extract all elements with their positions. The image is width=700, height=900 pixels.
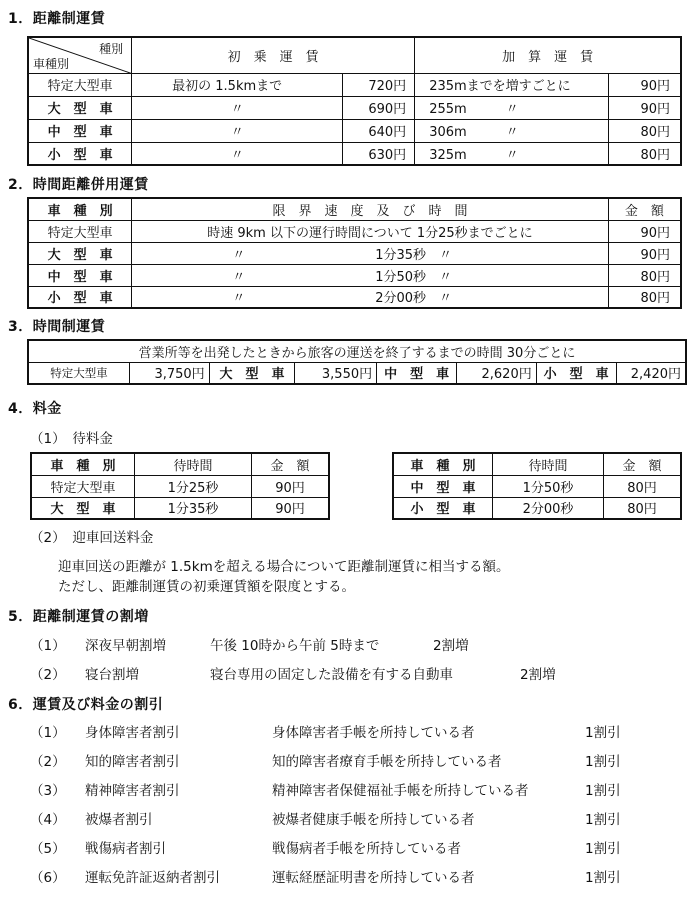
section-3-title: 3．時間制運賃 (8, 319, 106, 335)
list-item-name: 精神障害者割引 (85, 783, 180, 799)
initial-fare-cell: 720円 (343, 73, 415, 96)
list-item-number: （4） (30, 812, 66, 828)
table-row (31, 497, 329, 519)
list-item-desc: 被爆者健康手帳を所持している者 (272, 812, 475, 828)
time-fare-header: 営業所等を出発したときから旅客の運送を終了するまでの時間 30分ごとに (28, 340, 686, 362)
table-row (28, 220, 681, 242)
vehicle-cell: 小 型 車 (28, 286, 132, 308)
amount-cell: 90円 (608, 220, 681, 242)
fare-cell: 2,420円 (616, 362, 686, 384)
list-item-name: 被爆者割引 (85, 812, 153, 828)
list-item-number: （2） (30, 754, 66, 770)
list-item-name: 身体障害者割引 (85, 725, 180, 741)
header-vehicle: 車種別 (33, 56, 70, 71)
list-item-rate: 2割増 (520, 667, 556, 683)
waiting-fee-table-left (30, 452, 330, 520)
table-row (28, 242, 681, 264)
header-amount: 金 額 (608, 198, 681, 220)
vehicle-cell: 小 型 車 (393, 497, 493, 519)
time-distance-fare-table (27, 197, 682, 309)
initial-fare-cell: 640円 (343, 119, 415, 142)
list-item-desc: 午後 10時から午前 5時まで (210, 638, 380, 654)
list-item-number: （1） (30, 725, 66, 741)
add-fare-cell: 80円 (608, 119, 681, 142)
fare-cell: 3,750円 (129, 362, 209, 384)
table-row (28, 362, 686, 384)
condition-cell: 〃 2分00秒 〃 (132, 286, 609, 308)
header-add-fare: 加 算 運 賃 (415, 37, 681, 73)
header-wait: 待時間 (134, 453, 251, 475)
vehicle-cell: 小 型 車 (28, 142, 132, 165)
initial-distance-cell: 〃 (132, 119, 343, 142)
add-fare-cell: 80円 (608, 142, 681, 165)
header-vehicle: 車 種 別 (28, 198, 132, 220)
vehicle-cell: 小 型 車 (536, 362, 616, 384)
add-distance-cell: 235mまでを増すごとに (415, 73, 609, 96)
pickup-fee-text-1: 迎車回送の距離が 1.5kmを超える場合について距離制運賃に相当する額。 (58, 559, 510, 575)
list-item-rate: 1割引 (585, 841, 621, 857)
wait-cell: 1分25秒 (134, 475, 251, 497)
list-item-rate: 2割増 (433, 638, 469, 654)
list-item-desc: 寝台専用の固定した設備を有する自動車 (210, 667, 453, 683)
list-item-name: 戦傷病者割引 (85, 841, 166, 857)
list-item-rate: 1割引 (585, 870, 621, 886)
initial-distance-cell: 〃 (132, 96, 343, 119)
wait-cell: 1分50秒 (493, 475, 604, 497)
fare-cell: 3,550円 (295, 362, 377, 384)
add-fare-cell: 90円 (608, 73, 681, 96)
header-vehicle: 車 種 別 (393, 453, 493, 475)
list-item-rate: 1割引 (585, 754, 621, 770)
list-item-rate: 1割引 (585, 725, 621, 741)
vehicle-cell: 特定大型車 (28, 362, 129, 384)
condition-cell: 〃 1分35秒 〃 (132, 242, 609, 264)
time-fare-table (27, 339, 687, 385)
list-item-name: 知的障害者割引 (85, 754, 180, 770)
table-row (28, 142, 681, 165)
header-wait: 待時間 (493, 453, 604, 475)
amount-cell: 90円 (608, 242, 681, 264)
table-row (28, 286, 681, 308)
list-item-rate: 1割引 (585, 783, 621, 799)
list-item-desc: 身体障害者手帳を所持している者 (272, 725, 475, 741)
header-limit: 限 界 速 度 及 び 時 間 (132, 198, 609, 220)
wait-cell: 1分35秒 (134, 497, 251, 519)
list-item-name: 寝台割増 (85, 667, 139, 683)
table-row (28, 96, 681, 119)
pickup-fee-subtitle: （2） 迎車回送料金 (30, 530, 154, 546)
section-1-title: 1．距離制運賃 (8, 11, 106, 27)
vehicle-cell: 中 型 車 (393, 475, 493, 497)
list-item-desc: 戦傷病者手帳を所持している者 (272, 841, 461, 857)
list-item-desc: 精神障害者保健福祉手帳を所持している者 (272, 783, 529, 799)
list-item-number: （6） (30, 870, 66, 886)
list-item-number: （3） (30, 783, 66, 799)
list-item-rate: 1割引 (585, 812, 621, 828)
section-5-title: 5．距離制運賃の割増 (8, 609, 149, 625)
initial-distance-cell: 最初の 1.5kmまで (132, 73, 343, 96)
header-kind: 種別 (99, 42, 124, 56)
vehicle-cell: 特定大型車 (31, 475, 134, 497)
amount-cell: 90円 (251, 497, 329, 519)
table-row (393, 497, 681, 519)
vehicle-cell: 中 型 車 (28, 264, 132, 286)
vehicle-cell: 大 型 車 (28, 242, 132, 264)
vehicle-cell: 大 型 車 (31, 497, 134, 519)
vehicle-cell: 中 型 車 (28, 119, 132, 142)
list-item-number: （2） (30, 667, 66, 683)
amount-cell: 80円 (608, 264, 681, 286)
list-item-desc: 知的障害者療育手帳を所持している者 (272, 754, 502, 770)
amount-cell: 80円 (604, 475, 681, 497)
list-item-name: 深夜早朝割増 (85, 638, 166, 654)
section-2-title: 2．時間距離併用運賃 (8, 177, 149, 193)
list-item-desc: 運転経歴証明書を所持している者 (272, 870, 475, 886)
pickup-fee-text-2: ただし、距離制運賃の初乗運賃額を限度とする。 (58, 579, 355, 595)
condition-cell: 〃 1分50秒 〃 (132, 264, 609, 286)
wait-cell: 2分00秒 (493, 497, 604, 519)
initial-fare-cell: 630円 (343, 142, 415, 165)
list-item-number: （1） (30, 638, 66, 654)
table-row (393, 475, 681, 497)
section-4-title: 4．料金 (8, 401, 62, 417)
header-initial-fare: 初 乗 運 賃 (132, 37, 415, 73)
add-distance-cell: 306m 〃 (415, 119, 609, 142)
waiting-fee-table-right (392, 452, 682, 520)
header-amount: 金 額 (604, 453, 681, 475)
vehicle-cell: 中 型 車 (377, 362, 457, 384)
vehicle-cell: 特定大型車 (28, 73, 132, 96)
add-fare-cell: 90円 (608, 96, 681, 119)
table-row (28, 73, 681, 96)
header-vehicle: 車 種 別 (31, 453, 134, 475)
initial-distance-cell: 〃 (132, 142, 343, 165)
list-item-name: 運転免許証返納者割引 (85, 870, 220, 886)
add-distance-cell: 255m 〃 (415, 96, 609, 119)
vehicle-cell: 特定大型車 (28, 220, 132, 242)
initial-fare-cell: 690円 (343, 96, 415, 119)
amount-cell: 90円 (251, 475, 329, 497)
list-item-number: （5） (30, 841, 66, 857)
diagonal-header-cell (28, 37, 132, 73)
amount-cell: 80円 (604, 497, 681, 519)
waiting-fee-subtitle: （1） 待料金 (30, 431, 113, 447)
condition-cell: 時速 9km 以下の運行時間について 1分25秒までごとに (132, 220, 609, 242)
amount-cell: 80円 (608, 286, 681, 308)
distance-fare-table (27, 36, 682, 166)
vehicle-cell: 大 型 車 (209, 362, 295, 384)
vehicle-cell: 大 型 車 (28, 96, 132, 119)
section-6-title: 6．運賃及び料金の割引 (8, 697, 164, 713)
table-row (28, 119, 681, 142)
fare-cell: 2,620円 (457, 362, 537, 384)
add-distance-cell: 325m 〃 (415, 142, 609, 165)
header-amount: 金 額 (251, 453, 329, 475)
table-row (31, 475, 329, 497)
table-row (28, 264, 681, 286)
